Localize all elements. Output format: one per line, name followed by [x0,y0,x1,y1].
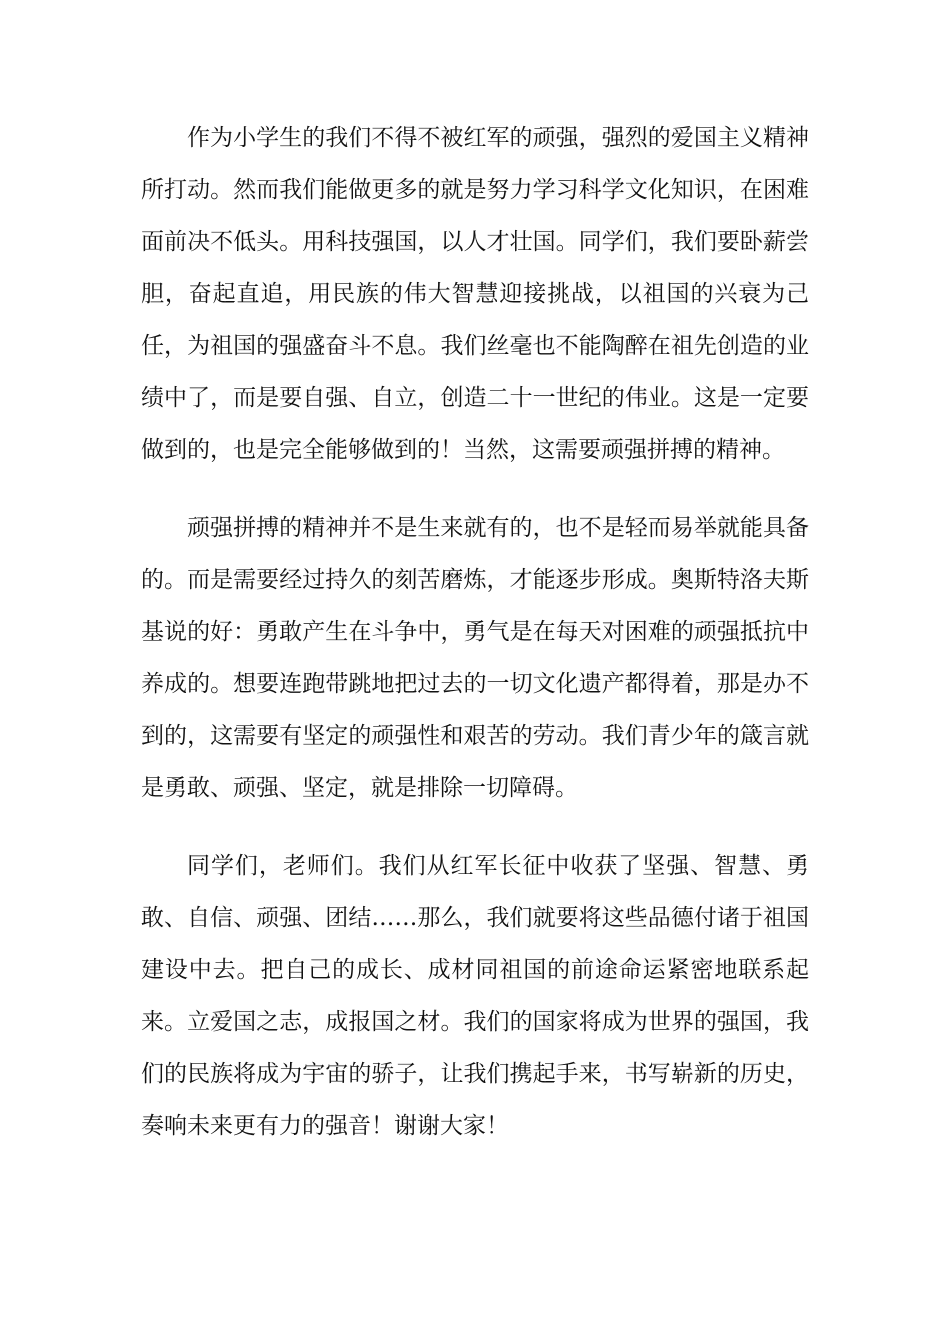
paragraph-2: 顽强拼搏的精神并不是生来就有的，也不是轻而易举就能具备的。而是需要经过持久的刻苦磨炼，才能逐步形成。奥斯特洛夫斯基说的好：勇敢产生在斗争中，勇气是在每天对困难的顽强抵抗中养成的。想要连跑带跳地把过去的一切文化遗产都得着，那是办不到的，这需要有坚定的顽强性和艰苦的劳动。我们青少年的箴言就是勇敢、顽强、坚定，就是排除一切障碍。 [141,515,809,801]
paragraph-3: 同学们，老师们。我们从红军长征中收获了坚强、智慧、勇敢、自信、顽强、团结……那么，我们就要将这些品德付诸于祖国建设中去。把自己的成长、成材同祖国的前途命运紧密地联系起来。立爱国之志，成报国之材。我们的国家将成为世界的强国，我们的民族将成为宇宙的骄子，让我们携起手来，书写崭新的历史，奏响未来更有力的强音！谢谢大家！ [141,853,809,1139]
document-body [141,112,809,1152]
paragraph-1: 作为小学生的我们不得不被红军的顽强，强烈的爱国主义精神所打动。然而我们能做更多的就是努力学习科学文化知识，在困难面前决不低头。用科技强国，以人才壮国。同学们，我们要卧薪尝胆，奋起直追，用民族的伟大智慧迎接挑战，以祖国的兴衰为己任，为祖国的强盛奋斗不息。我们丝毫也不能陶醉在祖先创造的业绩中了，而是要自强、自立，创造二十一世纪的伟业。这是一定要做到的，也是完全能够做到的！当然，这需要顽强拼搏的精神。 [141,125,809,463]
